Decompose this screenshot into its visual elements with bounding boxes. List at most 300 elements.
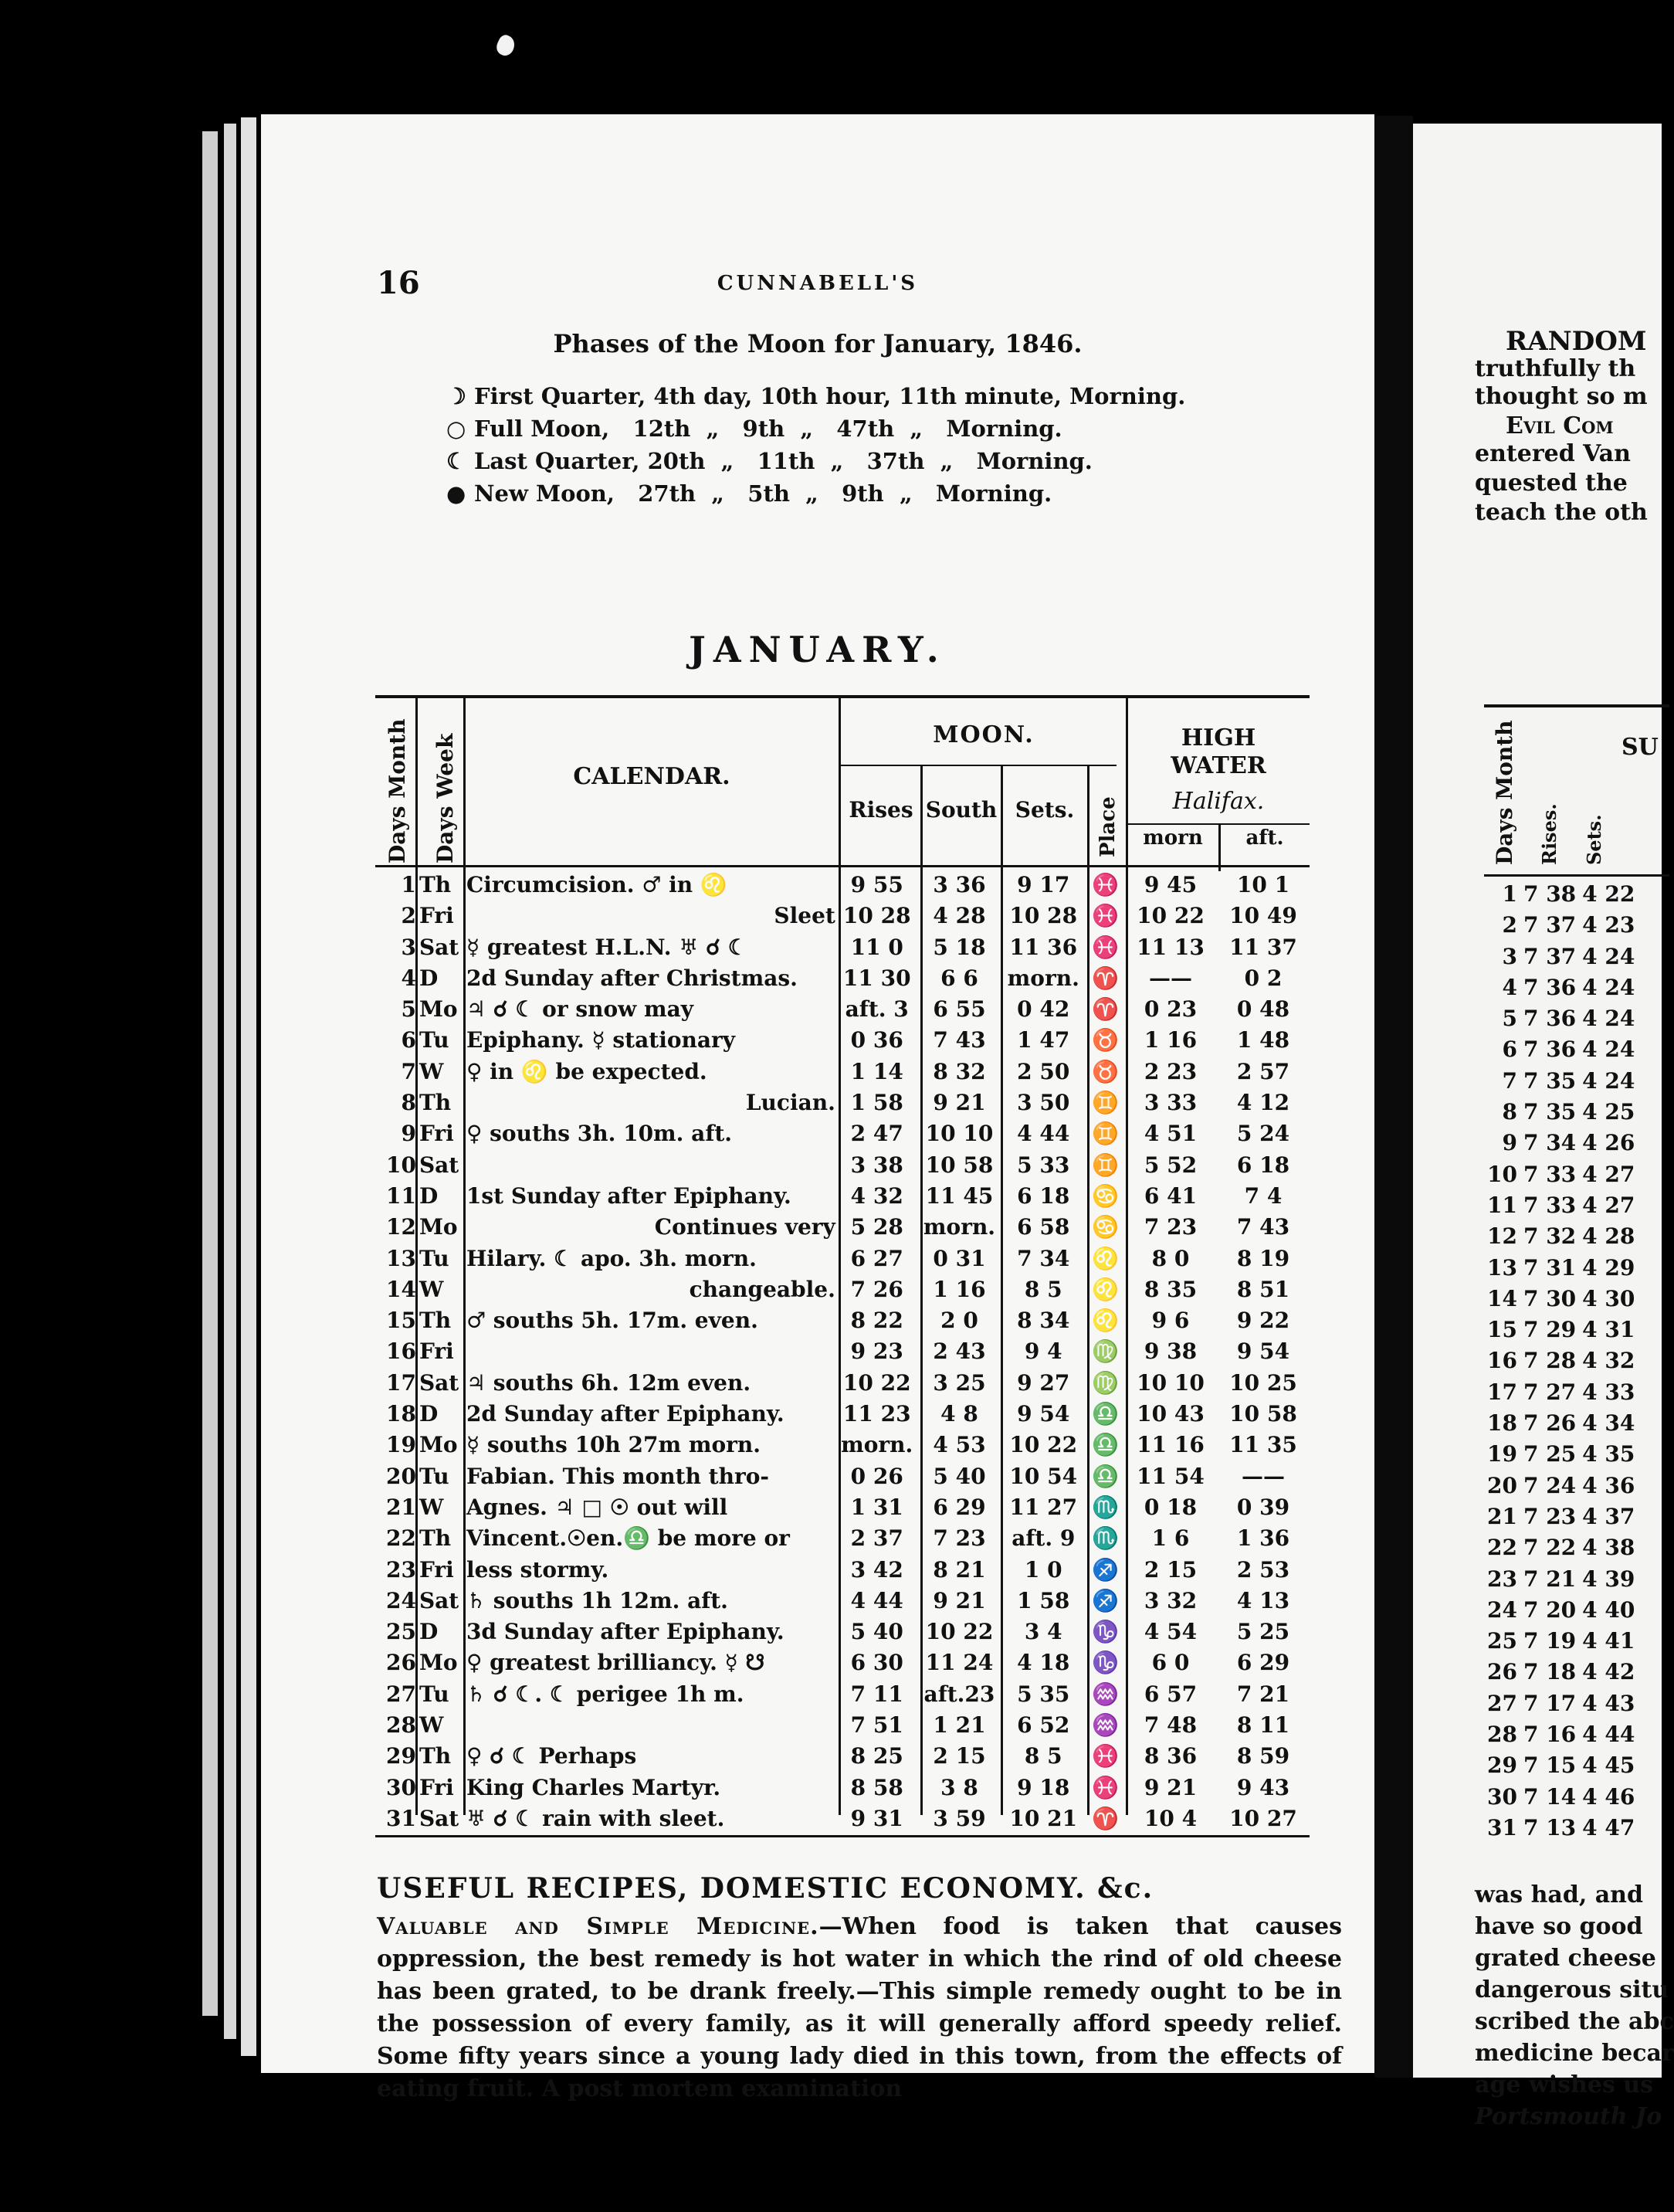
sun-rises: 7 28 bbox=[1523, 1348, 1577, 1374]
moon-rises: 0 36 bbox=[850, 1027, 903, 1053]
moon-place-sign: ♉ bbox=[1092, 1058, 1120, 1084]
moon-sets: 0 42 bbox=[1017, 996, 1070, 1023]
moon-rises: 4 32 bbox=[850, 1182, 903, 1209]
moon-rises: 7 11 bbox=[850, 1681, 903, 1707]
table-row bbox=[375, 1368, 1310, 1399]
day-of-week: Th bbox=[418, 1308, 452, 1334]
sun-rises: 7 20 bbox=[1523, 1596, 1577, 1623]
page-gutter bbox=[1374, 116, 1413, 2078]
moon-place-sign: ♒ bbox=[1092, 1681, 1120, 1707]
day-of-week: Tu bbox=[418, 1027, 449, 1053]
high-water-aft: 1 36 bbox=[1236, 1525, 1290, 1552]
table-row bbox=[1484, 972, 1638, 1003]
high-water-aft: 2 53 bbox=[1236, 1556, 1290, 1583]
moon-sets: 10 54 bbox=[1009, 1463, 1078, 1489]
day-of-week: W bbox=[418, 1494, 444, 1520]
moon-place-sign: ♓ bbox=[1092, 934, 1120, 960]
calendar-note: Vincent.☉en.♎ be more or bbox=[466, 1525, 790, 1552]
almanac-table bbox=[375, 870, 1310, 1834]
high-water-aft: 8 19 bbox=[1236, 1245, 1290, 1271]
dust-speck bbox=[494, 33, 518, 59]
header-morn: morn bbox=[1143, 826, 1203, 850]
table-row bbox=[1484, 1315, 1638, 1345]
phase-first-quarter bbox=[446, 383, 1185, 412]
high-water-morn: 9 38 bbox=[1144, 1338, 1198, 1365]
right-page-text-line: truthfully th bbox=[1475, 355, 1636, 382]
sun-sets: 4 39 bbox=[1582, 1566, 1635, 1592]
right-page-text-line: medicine becar bbox=[1475, 2040, 1674, 2067]
moon-place-sign: ♋ bbox=[1092, 1214, 1120, 1240]
moon-sets: 6 52 bbox=[1017, 1712, 1070, 1739]
right-page-text-line: was had, and bbox=[1475, 1881, 1643, 1908]
sun-sets: 4 24 bbox=[1582, 943, 1635, 969]
moon-rises: 10 22 bbox=[842, 1369, 911, 1396]
high-water-morn: 11 13 bbox=[1137, 934, 1205, 960]
high-water-morn: 11 54 bbox=[1137, 1463, 1205, 1489]
sun-sets: 4 29 bbox=[1582, 1254, 1635, 1281]
calendar-note: King Charles Martyr. bbox=[466, 1774, 721, 1800]
high-water-aft: 9 54 bbox=[1236, 1338, 1290, 1365]
table-row bbox=[375, 870, 1310, 901]
moon-sets: 2 50 bbox=[1017, 1058, 1070, 1084]
high-water-aft: 5 24 bbox=[1236, 1121, 1290, 1147]
sun-sets: 4 26 bbox=[1582, 1130, 1635, 1156]
sun-sets: 4 24 bbox=[1582, 974, 1635, 1000]
calendar-note: Epiphany. ☿ stationary bbox=[466, 1027, 736, 1053]
table-row bbox=[375, 1710, 1310, 1741]
table-row bbox=[1484, 1034, 1638, 1065]
table-row bbox=[375, 1399, 1310, 1430]
table-row bbox=[1484, 1471, 1638, 1501]
calendar-note: 3d Sunday after Epiphany. bbox=[466, 1619, 784, 1645]
moon-south: 0 31 bbox=[933, 1245, 986, 1271]
day-of-month: 1 bbox=[1502, 881, 1517, 907]
high-water-morn: 11 16 bbox=[1137, 1432, 1205, 1458]
sun-sets: 4 40 bbox=[1582, 1596, 1635, 1623]
sun-sets: 4 47 bbox=[1582, 1814, 1635, 1841]
phase-text: Full Moon, 12th „ 9th „ 47th „ Morning. bbox=[474, 416, 1062, 442]
table-row bbox=[375, 1773, 1310, 1803]
day-of-month: 10 bbox=[1487, 1161, 1517, 1187]
header-rises: Rises bbox=[849, 797, 913, 823]
moon-place-sign: ♐ bbox=[1092, 1587, 1120, 1613]
moon-rises: aft. 3 bbox=[845, 996, 909, 1023]
moon-south: 3 8 bbox=[940, 1774, 978, 1800]
day-of-month: 18 bbox=[1487, 1410, 1517, 1437]
moon-place-sign: ♌ bbox=[1092, 1308, 1120, 1334]
day-of-week: Tu bbox=[418, 1681, 449, 1707]
sun-rises: 7 26 bbox=[1523, 1410, 1577, 1437]
moon-rises: 3 42 bbox=[850, 1556, 903, 1583]
moon-sets: 10 28 bbox=[1009, 903, 1078, 929]
table-row bbox=[1484, 1253, 1638, 1284]
table-header-rule bbox=[375, 865, 1310, 867]
moon-sets: 6 58 bbox=[1017, 1214, 1070, 1240]
table-row bbox=[375, 1274, 1310, 1305]
moon-rises: 2 47 bbox=[850, 1121, 903, 1147]
table-row bbox=[375, 1586, 1310, 1617]
header-high-water: HIGH bbox=[1181, 724, 1256, 751]
table-row bbox=[375, 1243, 1310, 1274]
sun-rises: 7 17 bbox=[1523, 1690, 1577, 1716]
moon-rises: morn. bbox=[841, 1432, 913, 1458]
high-water-morn: 4 54 bbox=[1144, 1619, 1198, 1645]
moon-place-sign: ♏ bbox=[1092, 1525, 1120, 1552]
high-water-morn: —— bbox=[1148, 965, 1192, 991]
day-of-week: Fri bbox=[418, 1338, 454, 1365]
calendar-note: ♄ ☌ ☾. ☾ perigee 1h m. bbox=[466, 1681, 744, 1707]
table-row bbox=[375, 1212, 1310, 1243]
calendar-note: 2d Sunday after Epiphany. bbox=[466, 1401, 784, 1427]
calendar-note: ♀ souths 3h. 10m. aft. bbox=[466, 1121, 733, 1147]
page-number: 16 bbox=[377, 265, 420, 301]
sun-sets: 4 44 bbox=[1582, 1722, 1635, 1748]
day-of-week: Fri bbox=[418, 903, 454, 929]
high-water-morn: 1 16 bbox=[1144, 1027, 1198, 1053]
day-of-week: Sat bbox=[418, 1805, 459, 1831]
high-water-morn: 7 23 bbox=[1144, 1214, 1198, 1240]
table-row bbox=[1484, 910, 1638, 941]
table-row bbox=[375, 994, 1310, 1025]
phase-text: New Moon, 27th „ 5th „ 9th „ Morning. bbox=[474, 480, 1052, 507]
table-row bbox=[1484, 1066, 1638, 1097]
day-of-week: Mo bbox=[418, 996, 458, 1023]
day-of-month: 10 bbox=[385, 1152, 416, 1178]
day-of-week: D bbox=[418, 965, 439, 991]
day-of-month: 31 bbox=[385, 1805, 416, 1831]
sun-sets: 4 38 bbox=[1582, 1535, 1635, 1561]
high-water-aft: 0 48 bbox=[1236, 996, 1290, 1023]
calendar-note bbox=[466, 1150, 835, 1181]
phase-new-moon bbox=[446, 480, 1052, 510]
table-row bbox=[1484, 1097, 1638, 1128]
right-page-text-line: teach the oth bbox=[1475, 499, 1648, 526]
moon-south: 10 10 bbox=[925, 1121, 994, 1147]
table-row bbox=[375, 1181, 1310, 1212]
moon-sets: 8 34 bbox=[1017, 1308, 1070, 1334]
moon-subheader-rule bbox=[839, 765, 1117, 766]
moon-south: 7 23 bbox=[933, 1525, 986, 1552]
high-water-aft: 0 39 bbox=[1236, 1494, 1290, 1520]
day-of-month: 26 bbox=[385, 1650, 416, 1676]
moon-rises: 4 44 bbox=[850, 1587, 903, 1613]
table-row bbox=[1484, 1408, 1638, 1439]
moon-south: 9 21 bbox=[933, 1587, 986, 1613]
day-of-week: Fri bbox=[418, 1774, 454, 1800]
day-of-month: 22 bbox=[1487, 1535, 1517, 1561]
day-of-month: 1 bbox=[401, 872, 416, 897]
moon-rises: 9 23 bbox=[850, 1338, 903, 1365]
day-of-month: 23 bbox=[385, 1556, 416, 1583]
moon-sets: 9 54 bbox=[1017, 1401, 1070, 1427]
day-of-week: D bbox=[418, 1182, 439, 1209]
sun-sets: 4 42 bbox=[1582, 1659, 1635, 1685]
day-of-month: 28 bbox=[1487, 1722, 1517, 1748]
calendar-note: ♀ greatest brilliancy. ☿ ☋ bbox=[466, 1650, 765, 1676]
right-header-days-month: Days Month bbox=[1492, 720, 1517, 865]
phase-full-moon bbox=[446, 416, 1062, 445]
table-row bbox=[1484, 1284, 1638, 1315]
month-title: JANUARY. bbox=[689, 629, 947, 670]
moon-sets: 11 27 bbox=[1009, 1494, 1078, 1520]
sun-rises: 7 30 bbox=[1523, 1285, 1577, 1311]
high-water-aft: 0 2 bbox=[1244, 965, 1283, 991]
high-water-morn: 9 21 bbox=[1144, 1774, 1198, 1800]
moon-rises: 8 22 bbox=[850, 1308, 903, 1334]
calendar-note: ☿ souths 10h 27m morn. bbox=[466, 1432, 761, 1458]
sun-rises: 7 22 bbox=[1523, 1535, 1577, 1561]
day-of-week: Fri bbox=[418, 1121, 454, 1147]
moon-south: 4 8 bbox=[940, 1401, 978, 1427]
right-page-text-line: dangerous situ bbox=[1475, 1976, 1669, 2003]
high-water-morn: 6 0 bbox=[1151, 1650, 1190, 1676]
high-water-aft: 10 49 bbox=[1229, 903, 1297, 929]
sun-rises: 7 18 bbox=[1523, 1659, 1577, 1685]
header-water: WATER bbox=[1171, 752, 1266, 779]
sun-rises: 7 33 bbox=[1523, 1161, 1577, 1187]
moon-place-sign: ♊ bbox=[1092, 1121, 1120, 1147]
sun-sets: 4 41 bbox=[1582, 1628, 1635, 1654]
high-water-morn: 8 36 bbox=[1144, 1743, 1198, 1769]
day-of-week: Mo bbox=[418, 1650, 458, 1676]
high-water-morn: 10 4 bbox=[1144, 1805, 1198, 1831]
moon-place-sign: ♌ bbox=[1092, 1245, 1120, 1271]
day-of-month: 3 bbox=[1502, 943, 1517, 969]
table-row bbox=[1484, 1345, 1638, 1376]
calendar-note: Continues very bbox=[654, 1214, 835, 1240]
running-head: CUNNABELL'S bbox=[717, 272, 919, 295]
day-of-month: 18 bbox=[385, 1401, 416, 1427]
sun-rises: 7 36 bbox=[1523, 1036, 1577, 1063]
moon-sets: 7 34 bbox=[1017, 1245, 1070, 1271]
table-row bbox=[1484, 1128, 1638, 1159]
moon-rises: 2 37 bbox=[850, 1525, 903, 1552]
day-of-week: Th bbox=[418, 1090, 452, 1116]
moon-place-sign: ♊ bbox=[1092, 1152, 1120, 1178]
day-of-month: 29 bbox=[1487, 1752, 1517, 1779]
sun-sets: 4 30 bbox=[1582, 1285, 1635, 1311]
table-row bbox=[1484, 1377, 1638, 1408]
sun-sets: 4 23 bbox=[1582, 912, 1635, 938]
table-row bbox=[375, 1492, 1310, 1523]
moon-sets: morn. bbox=[1007, 965, 1079, 991]
day-of-week: Tu bbox=[418, 1245, 449, 1271]
sun-rises: 7 37 bbox=[1523, 912, 1577, 938]
high-water-morn: 6 57 bbox=[1144, 1681, 1198, 1707]
moon-phase-icon: ○ bbox=[446, 416, 466, 442]
high-water-morn: 10 22 bbox=[1137, 903, 1205, 929]
day-of-week: Th bbox=[418, 1743, 452, 1769]
moon-rises: 1 31 bbox=[850, 1494, 903, 1520]
table-row bbox=[375, 1647, 1310, 1678]
moon-sets: 3 4 bbox=[1024, 1619, 1062, 1645]
day-of-month: 17 bbox=[385, 1369, 416, 1396]
page-edge bbox=[241, 117, 256, 2056]
high-water-aft: 7 4 bbox=[1244, 1182, 1283, 1209]
day-of-week: Sat bbox=[418, 1587, 459, 1613]
day-of-week: Fri bbox=[418, 1556, 454, 1583]
sun-rises: 7 38 bbox=[1523, 881, 1577, 907]
high-water-aft: 8 59 bbox=[1236, 1743, 1290, 1769]
day-of-month: 14 bbox=[1487, 1285, 1517, 1311]
high-water-aft: 7 21 bbox=[1236, 1681, 1290, 1707]
sun-sets: 4 25 bbox=[1582, 1099, 1635, 1125]
calendar-note: ♃ souths 6h. 12m even. bbox=[466, 1369, 751, 1396]
calendar-note: less stormy. bbox=[466, 1556, 609, 1583]
sun-rises: 7 15 bbox=[1523, 1752, 1577, 1779]
calendar-note: changeable. bbox=[689, 1276, 835, 1302]
moon-sets: 10 22 bbox=[1009, 1432, 1078, 1458]
day-of-month: 3 bbox=[401, 934, 416, 960]
high-water-aft: 4 13 bbox=[1236, 1587, 1290, 1613]
moon-rises: 1 14 bbox=[850, 1058, 903, 1084]
calendar-note: ♀ in ♌ be expected. bbox=[466, 1058, 707, 1084]
high-water-morn: 2 15 bbox=[1144, 1556, 1198, 1583]
sun-rises: 7 35 bbox=[1523, 1067, 1577, 1094]
calendar-note: ☿ greatest H.L.N. ♅ ☌ ☾ bbox=[466, 934, 747, 960]
day-of-week: Sat bbox=[418, 1152, 459, 1178]
high-water-aft: 10 25 bbox=[1229, 1369, 1297, 1396]
table-row bbox=[375, 1305, 1310, 1336]
moon-place-sign: ♓ bbox=[1092, 903, 1120, 929]
moon-south: 10 58 bbox=[925, 1152, 994, 1178]
moon-place-sign: ♋ bbox=[1092, 1182, 1120, 1209]
day-of-month: 26 bbox=[1487, 1659, 1517, 1685]
right-page-text-line: thought so m bbox=[1475, 383, 1648, 410]
day-of-week: Mo bbox=[418, 1432, 458, 1458]
day-of-month: 21 bbox=[1487, 1503, 1517, 1529]
high-water-morn: 0 18 bbox=[1144, 1494, 1198, 1520]
table-row bbox=[1484, 1719, 1638, 1750]
moon-sets: 9 4 bbox=[1024, 1338, 1062, 1365]
recipe-lead: Valuable and Simple Medicine. bbox=[377, 1913, 819, 1940]
sun-sets: 4 32 bbox=[1582, 1348, 1635, 1374]
moon-place-sign: ♓ bbox=[1092, 1774, 1120, 1800]
moon-rises: 6 30 bbox=[850, 1650, 903, 1676]
right-almanac-table bbox=[1484, 879, 1638, 1844]
sun-rises: 7 29 bbox=[1523, 1317, 1577, 1343]
sun-rises: 7 16 bbox=[1523, 1722, 1577, 1748]
day-of-week: Sat bbox=[418, 1369, 459, 1396]
high-water-morn: 9 6 bbox=[1151, 1308, 1190, 1334]
moon-south: 11 45 bbox=[925, 1182, 994, 1209]
moon-phase-icon: ☽ bbox=[446, 383, 466, 409]
day-of-month: 29 bbox=[385, 1743, 416, 1769]
moon-sets: 5 33 bbox=[1017, 1152, 1070, 1178]
moon-sets: 4 44 bbox=[1017, 1121, 1070, 1147]
sun-rises: 7 23 bbox=[1523, 1503, 1577, 1529]
high-water-morn: 3 32 bbox=[1144, 1587, 1198, 1613]
moon-place-sign: ♌ bbox=[1092, 1276, 1120, 1302]
day-of-week: D bbox=[418, 1619, 439, 1645]
sun-sets: 4 45 bbox=[1582, 1752, 1635, 1779]
moon-south: 5 40 bbox=[933, 1463, 986, 1489]
calendar-note: Fabian. This month thro- bbox=[466, 1463, 770, 1489]
recipe-paragraph bbox=[377, 1911, 1342, 2105]
moon-phase-icon: ● bbox=[446, 480, 466, 507]
table-row bbox=[375, 932, 1310, 963]
calendar-note: Lucian. bbox=[745, 1090, 835, 1116]
day-of-month: 4 bbox=[401, 965, 416, 991]
calendar-note: ♃ ☌ ☾ or snow may bbox=[466, 996, 694, 1023]
day-of-month: 20 bbox=[385, 1463, 416, 1489]
right-page-text-line: RANDOM bbox=[1506, 326, 1647, 357]
day-of-month: 23 bbox=[1487, 1566, 1517, 1592]
day-of-month: 24 bbox=[385, 1587, 416, 1613]
sun-sets: 4 27 bbox=[1582, 1161, 1635, 1187]
high-water-aft: 5 25 bbox=[1236, 1619, 1290, 1645]
table-row bbox=[375, 1555, 1310, 1586]
moon-south: 2 0 bbox=[940, 1308, 978, 1334]
day-of-month: 25 bbox=[385, 1619, 416, 1645]
calendar-note: ♄ souths 1h 12m. aft. bbox=[466, 1587, 728, 1613]
moon-south: 10 22 bbox=[925, 1619, 994, 1645]
high-water-morn: 0 23 bbox=[1144, 996, 1198, 1023]
page-edge bbox=[224, 124, 236, 2039]
day-of-month: 15 bbox=[1487, 1317, 1517, 1343]
moon-rises: 10 28 bbox=[842, 903, 911, 929]
table-row bbox=[375, 901, 1310, 931]
moon-south: 2 43 bbox=[933, 1338, 986, 1365]
day-of-month: 31 bbox=[1487, 1814, 1517, 1841]
right-header-rises: Rises. bbox=[1538, 803, 1560, 865]
calendar-note: ♂ souths 5h. 17m. even. bbox=[466, 1308, 758, 1334]
day-of-month: 2 bbox=[401, 903, 416, 929]
moon-rises: 1 58 bbox=[850, 1090, 903, 1116]
table-row bbox=[1484, 1626, 1638, 1657]
right-page-text-line: Evil Com bbox=[1506, 412, 1614, 439]
day-of-month: 7 bbox=[401, 1058, 416, 1084]
high-water-aft: 10 27 bbox=[1229, 1805, 1297, 1831]
day-of-month: 14 bbox=[385, 1276, 416, 1302]
high-water-aft: 6 29 bbox=[1236, 1650, 1290, 1676]
high-water-morn: 1 6 bbox=[1151, 1525, 1190, 1552]
day-of-week: Th bbox=[418, 872, 452, 897]
table-row bbox=[1484, 1003, 1638, 1034]
day-of-month: 22 bbox=[385, 1525, 416, 1552]
right-table-header-rule bbox=[1484, 874, 1669, 877]
header-calendar: CALENDAR. bbox=[573, 763, 730, 790]
moon-south: 11 24 bbox=[925, 1650, 994, 1676]
moon-rises: 8 58 bbox=[850, 1774, 903, 1800]
sun-sets: 4 27 bbox=[1582, 1192, 1635, 1218]
table-row bbox=[1484, 1221, 1638, 1252]
page-edge bbox=[202, 131, 218, 2016]
table-row bbox=[375, 1087, 1310, 1118]
phase-text: First Quarter, 4th day, 10th hour, 11th minute, Morning. bbox=[474, 383, 1186, 409]
day-of-month: 9 bbox=[401, 1121, 416, 1147]
day-of-month: 5 bbox=[401, 996, 416, 1023]
day-of-month: 20 bbox=[1487, 1472, 1517, 1498]
table-row bbox=[1484, 1501, 1638, 1532]
day-of-week: Tu bbox=[418, 1463, 449, 1489]
high-water-aft: 7 43 bbox=[1236, 1214, 1290, 1240]
day-of-week: Mo bbox=[418, 1214, 458, 1240]
day-of-month: 6 bbox=[401, 1027, 416, 1053]
right-page-text-line: Portsmouth Jo bbox=[1475, 2103, 1662, 2130]
high-water-morn: 8 0 bbox=[1151, 1245, 1190, 1271]
header-days-month: Days Month bbox=[385, 718, 410, 863]
day-of-month: 30 bbox=[385, 1774, 416, 1800]
moon-sets: 4 18 bbox=[1017, 1650, 1070, 1676]
high-water-morn: 9 45 bbox=[1144, 872, 1198, 897]
moon-place-sign: ♉ bbox=[1092, 1027, 1120, 1053]
day-of-month: 25 bbox=[1487, 1628, 1517, 1654]
calendar-note bbox=[466, 1710, 835, 1741]
right-header-sun: SU bbox=[1621, 734, 1659, 761]
high-water-aft: —— bbox=[1241, 1463, 1285, 1489]
moon-rises: 7 26 bbox=[850, 1276, 903, 1302]
